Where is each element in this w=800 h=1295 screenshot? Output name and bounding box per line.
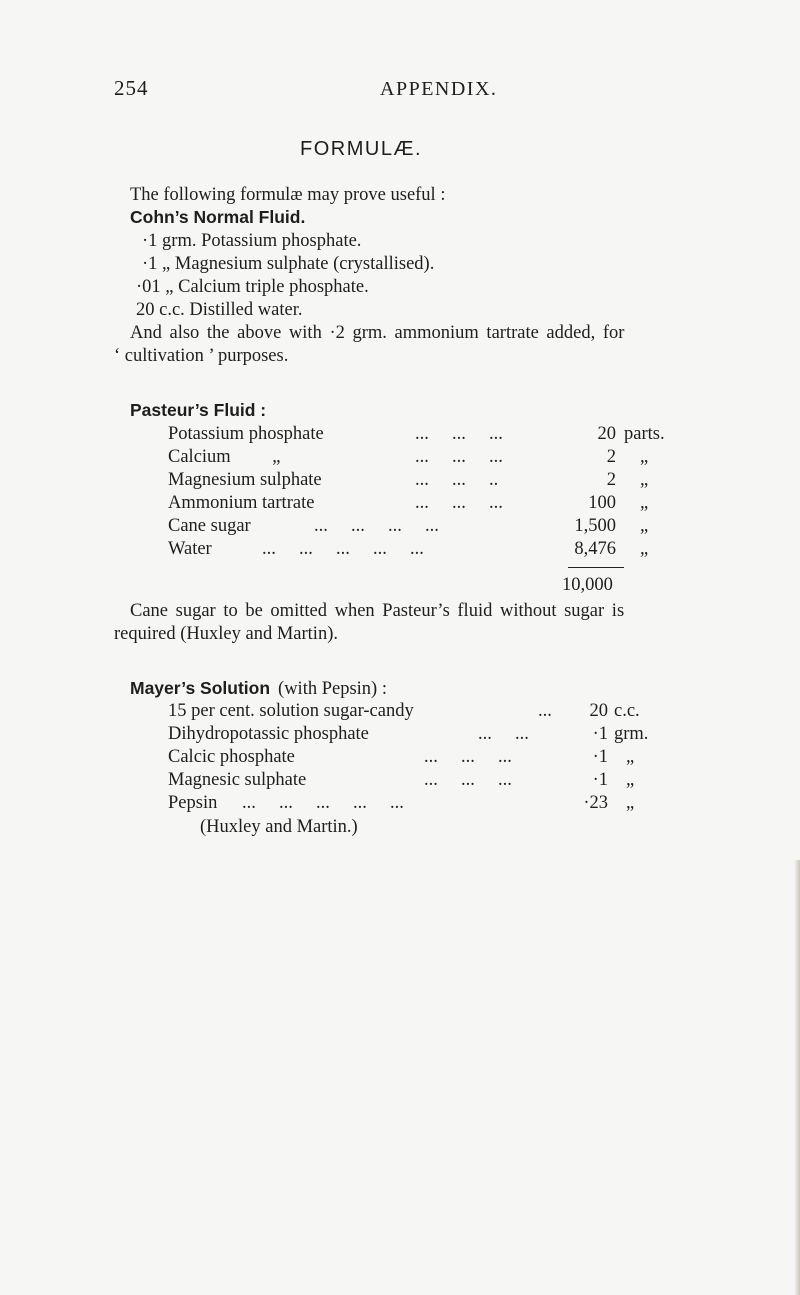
pasteur-heading: Pasteur’s Fluid : (130, 400, 267, 420)
table-row (0, 470, 800, 492)
amount: 1,500 (574, 516, 616, 536)
ingredient-name: Cane sugar (168, 516, 251, 536)
cohn-line: ·1 grm. Potassium phosphate. (142, 231, 362, 251)
table-row (0, 747, 800, 769)
unit: „ (640, 539, 649, 559)
ingredient-name: 15 per cent. solution sugar-candy (168, 701, 414, 721)
unit: „ (626, 747, 635, 767)
leader-dots: ... ... ... ... ... (262, 539, 424, 559)
amount: 2 (606, 470, 616, 490)
unit: „ (640, 493, 649, 513)
page-edge-shadow (794, 860, 800, 1295)
leader-dots: ... (538, 701, 552, 721)
ingredient-name: Potassium phosphate (168, 424, 324, 444)
unit: „ (640, 470, 649, 490)
leader-dots: ... ... ... (424, 747, 512, 767)
ingredient-name: Dihydropotassic phosphate (168, 724, 369, 744)
leader-dots: ... ... ... ... ... (242, 793, 404, 813)
unit: grm. (614, 724, 649, 744)
pasteur-note-cont: required (Huxley and Martin). (114, 624, 338, 644)
unit: „ (640, 447, 649, 467)
mayer-heading-suffix: (with Pepsin) : (278, 679, 387, 699)
table-row (0, 539, 800, 561)
table-row (0, 701, 800, 723)
table-row (0, 447, 800, 469)
amount: ·1 (592, 747, 608, 767)
leader-dots: ... ... ... (424, 770, 512, 790)
ingredient-name: Pepsin (168, 793, 218, 813)
amount: ·1 (592, 770, 608, 790)
unit: c.c. (614, 701, 640, 721)
amount: 2 (606, 447, 616, 467)
cohn-line: ·1 „ Magnesium sulphate (crystallised). (142, 254, 435, 274)
cohn-line: ·01 „ Calcium triple phosphate. (136, 277, 369, 297)
table-row (0, 724, 800, 746)
amount: ·23 (583, 793, 608, 813)
amount: 20 (589, 701, 608, 721)
page-number: 254 (114, 76, 149, 100)
table-row (0, 493, 800, 515)
table-row (0, 516, 800, 538)
leader-dots: ... ... ... (415, 424, 503, 444)
amount: 20 (597, 424, 616, 444)
leader-dots: ... ... ... ... (314, 516, 439, 536)
pasteur-total: 10,000 (562, 575, 613, 595)
pasteur-note: Cane sugar to be omitted when Pasteur’s fluid without sugar is (130, 601, 625, 621)
intro-text: The following formulæ may prove useful : (130, 185, 446, 205)
total-rule (568, 567, 624, 568)
table-row (0, 770, 800, 792)
mayer-heading-line (130, 678, 387, 700)
leader-dots: ... ... ... (415, 447, 503, 467)
unit: parts. (624, 424, 665, 444)
amount: 8,476 (574, 539, 616, 559)
cohn-line: 20 c.c. Distilled water. (136, 300, 303, 320)
cohn-note: And also the above with ·2 grm. ammonium tartrate added, for (130, 323, 625, 343)
amount: ·1 (592, 724, 608, 744)
ingredient-name: Magnesium sulphate (168, 470, 322, 490)
ingredient-name: Water (168, 539, 212, 559)
cohn-note-cont: ‘ cultivation ’ purposes. (114, 346, 289, 366)
table-row (0, 424, 800, 446)
unit: „ (640, 516, 649, 536)
leader-dots: ... ... ... (415, 493, 503, 513)
ingredient-name: Calcic phosphate (168, 747, 295, 767)
leader-dots: ... ... (478, 724, 529, 744)
mayer-source: (Huxley and Martin.) (200, 817, 358, 837)
ingredient-name: Calcium „ (168, 447, 281, 467)
leader-dots: ... ... .. (415, 470, 499, 490)
ingredient-name: Magnesic sulphate (168, 770, 307, 790)
amount: 100 (588, 493, 616, 513)
table-row (0, 793, 800, 815)
ingredient-name: Ammonium tartrate (168, 493, 315, 513)
mayer-heading: Mayer’s Solution (130, 678, 271, 698)
page-title: FORMULÆ. (300, 138, 422, 160)
unit: „ (626, 770, 635, 790)
cohn-heading: Cohn’s Normal Fluid. (130, 207, 306, 227)
running-title: APPENDIX. (380, 78, 498, 100)
unit: „ (626, 793, 635, 813)
